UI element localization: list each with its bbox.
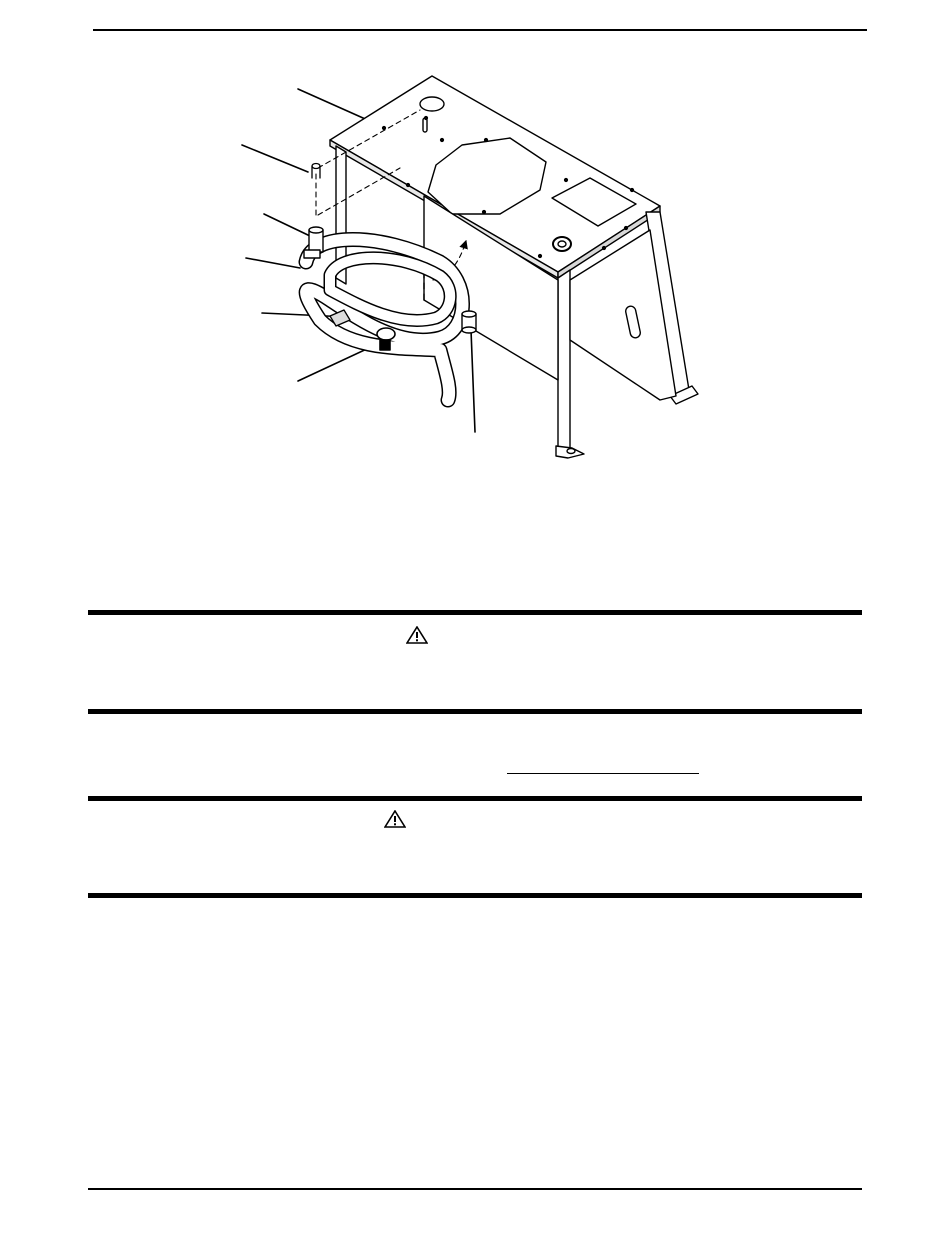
callout-leader-2 — [242, 145, 308, 172]
warning-block-2-top-rule — [88, 796, 862, 801]
callout-leader-4 — [246, 258, 300, 268]
warning-block-1-top-rule — [88, 610, 862, 615]
exploded-view-illustration — [0, 0, 950, 480]
callout-leader-7 — [471, 330, 475, 432]
callout-leader-1 — [298, 89, 372, 122]
warning-triangle-icon — [406, 626, 428, 644]
warning-block-2-bottom-rule — [88, 893, 862, 898]
hose-fitting — [304, 227, 323, 258]
note-underline — [507, 773, 699, 774]
hose-loop — [306, 240, 463, 401]
warning-block-1-bottom-rule — [88, 709, 862, 714]
callout-leader-3 — [264, 214, 310, 236]
grommet — [553, 237, 571, 251]
warning-triangle-icon — [384, 810, 406, 828]
elbow-fitting — [462, 311, 476, 333]
footer-rule — [88, 1188, 862, 1190]
